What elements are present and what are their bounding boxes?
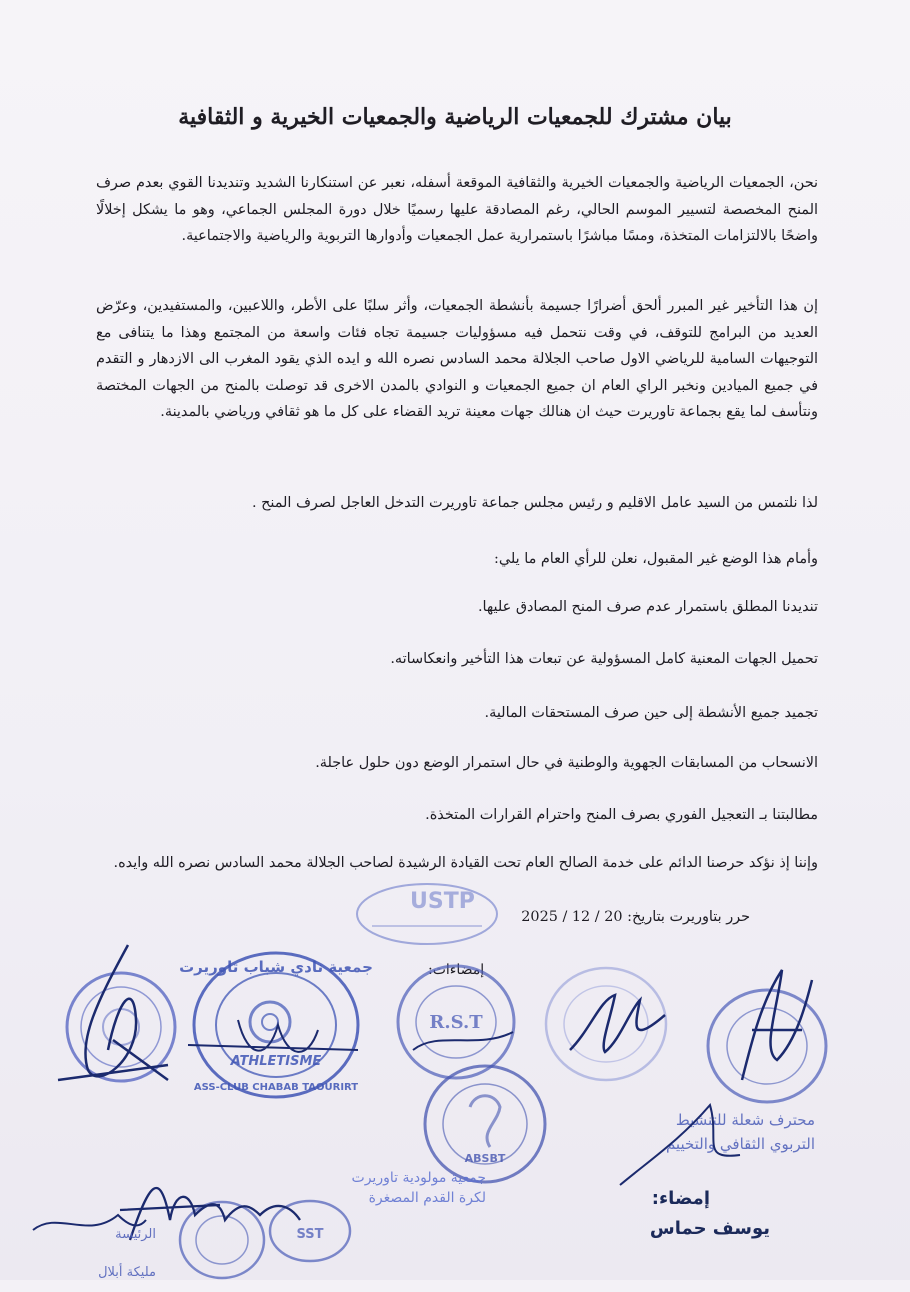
signature-chabab (178, 1010, 368, 1070)
demand-item: الانسحاب من المسابقات الجهوية والوطنية في حال استمرار الوضع دون حلول عاجلة. (315, 755, 818, 771)
ustp-stamp-text: USTP (410, 889, 475, 914)
demand-item: مطالبتنا بـ التعجيل الفوري بصرف المنح واحترام القرارات المتخذة. (425, 807, 818, 823)
rst-stamp-text: R.S.T (429, 1012, 483, 1033)
signature-left (58, 940, 178, 1090)
athletisme-stamp-text: ATHLETISME (230, 1054, 322, 1069)
signature-center (560, 990, 670, 1060)
absbt-stamp-text: ABSBT (464, 1152, 506, 1165)
chabab-stamp-latin: ASS-CLUB CHABAB TAOURIRT (193, 1082, 359, 1093)
demand-item: تنديدنا المطلق باستمرار عدم صرف المنح المصادق عليها. (477, 599, 818, 615)
signature-right (722, 960, 832, 1090)
closing-statement: وإننا إذ نؤكد حرصنا الدائم على خدمة الصالح العام تحت القيادة الرشيدة لصاحب الجلالة محمد السادس نصره الله وايده. (113, 855, 818, 871)
signature-racha (28, 1200, 148, 1250)
organization-mouhtaraf-line-1: محترف شعلة للتنشيط (675, 1111, 815, 1129)
paragraph-request: لذا نلتمس من السيد عامل الاقليم و رئيس مجلس جماعة تاوريرت التدخل العاجل لصرف المنح . (251, 495, 818, 511)
demands-intro: وأمام هذا الوضع غير المقبول، نعلن للرأي العام ما يلي: (494, 551, 818, 567)
paragraph-context: إن هذا التأخير غير المبرر ألحق أضرارًا جسيمة بأنشطة الجمعيات، وأثر سلبًا على الأطر، واللاعبين، والمستفيدين، وعرّض العديد من البرامج للتوقف، في وقت نتحمل فيه مسؤوليات جسيمة تجاه فئات واسعة من المجتمع وهذا ما يتنافى مع التوجيهات السامية للرياضي الاول صاحب الجلالة محمد السادس نصره الله و ايده الذي يقود المغرب الى الازدهار و التقدم في جميع الميادين ونخبر الراي العام ان جميع الجمعيات و النوادي بالمدن الاخرى قد توصلت بالمنح من الجهات المختصة ونتأسف لما يقع بجماعة تاوريرت حيث ان هنالك جهات معينة تريد القضاء على كل ما هو ثقافي ورياضي بالمدينة. (96, 298, 818, 420)
document-title: بيان مشترك للجمعيات الرياضية والجمعيات الخيرية و الثقافية (178, 104, 732, 130)
chabab-stamp-arabic: جمعية نادي شباب تاوريرت (179, 958, 373, 976)
organization-mouhtaraf-line-2: التربوي الثقافي والتخييم (665, 1135, 815, 1153)
dateline: حرر بتاوريرت بتاريخ: 20 / 12 / 2025 (521, 909, 750, 925)
president-name: مليكة أبلال (98, 1265, 156, 1280)
sign-label: إمضاء: (651, 1188, 710, 1209)
paragraph-statement: نحن، الجمعيات الرياضية والجمعيات الخيرية والثقافية الموقعة أسفله، نعبر عن استنكارنا الشديد وتنديدنا القوي بعدم صرف المنح المخصصة لتسيير الموسم الحالي، رغم المصادقة عليها رسميًا خلال دورة المجلس الجماعي، وهو ما يشكل إخلالًا واضحًا بالالتزامات المتخذة، ومسًا مباشرًا باستمرارية عمل الجمعيات وأدوارها التربوية والرياضية والاجتماعية. (96, 175, 818, 244)
sst-stamp-text: SST (296, 1227, 324, 1242)
organization-mouloudia-line-1: جمعية مولودية تاوريرت (351, 1170, 486, 1186)
demand-item: تحميل الجهات المعنية كامل المسؤولية عن تبعات هذا التأخير وانعكاساته. (390, 651, 818, 667)
demand-item: تجميد جميع الأنشطة إلى حين صرف المستحقات المالية. (484, 705, 818, 721)
signature-rst (408, 1020, 518, 1060)
president-title: الرئيسة (115, 1227, 156, 1242)
organization-mouloudia-line-2: لكرة القدم المصغرة (368, 1190, 486, 1206)
signatures-label: إمضاءات: (428, 962, 485, 978)
signature-mouhtaraf (610, 1100, 750, 1190)
ustp-stamp (352, 878, 502, 948)
signer-name: يوسف حماس (649, 1218, 770, 1239)
